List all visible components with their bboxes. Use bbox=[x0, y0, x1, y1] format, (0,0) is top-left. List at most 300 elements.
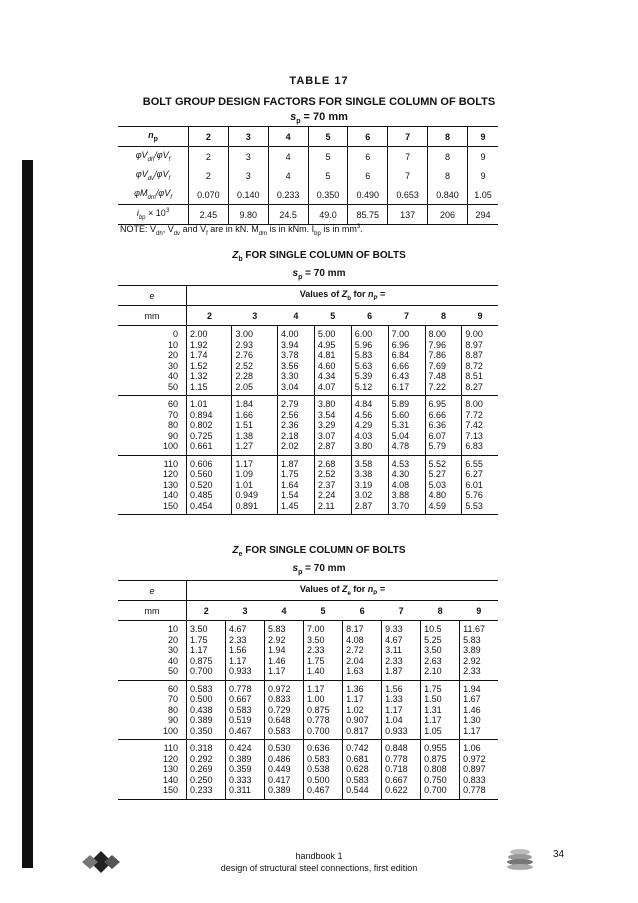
table-cell: 0.311 bbox=[229, 785, 251, 795]
table-cell: 3.19 bbox=[354, 479, 373, 490]
value-column bbox=[265, 740, 304, 800]
e-value: 90 bbox=[167, 430, 178, 441]
table-cell: 1.17 bbox=[385, 704, 403, 715]
table-cell: 2.63 bbox=[424, 655, 442, 666]
table-cell: 5.96 bbox=[354, 339, 373, 350]
table-cell: 6.00 bbox=[354, 329, 373, 339]
table-cell: 5.04 bbox=[391, 430, 410, 441]
cell: 8 bbox=[428, 166, 468, 185]
table-cell: 0.778 bbox=[229, 683, 252, 694]
table-row bbox=[118, 185, 498, 205]
value-column bbox=[382, 740, 421, 800]
cell: 6 bbox=[348, 147, 388, 167]
table-cell: 5.39 bbox=[354, 371, 373, 381]
table-cell: 0.530 bbox=[268, 743, 291, 753]
table-cell: 2.18 bbox=[280, 430, 299, 441]
e-value: 80 bbox=[167, 704, 178, 715]
value-column bbox=[187, 326, 232, 396]
table-cell: 0.438 bbox=[190, 704, 213, 715]
table-cell: 0.250 bbox=[190, 774, 213, 785]
table-cell: 0.778 bbox=[307, 715, 330, 725]
value-column bbox=[265, 621, 304, 681]
table-cell: 4.59 bbox=[428, 500, 447, 511]
table-cell: 5.25 bbox=[424, 634, 442, 645]
mm-header: mm bbox=[118, 601, 187, 621]
table-cell: 0.661 bbox=[190, 441, 213, 451]
table-cell: 0.718 bbox=[385, 764, 408, 774]
col-header: 8 bbox=[421, 601, 460, 621]
table-cell: 9.33 bbox=[385, 624, 403, 634]
value-column bbox=[187, 621, 226, 681]
value-column bbox=[232, 326, 277, 396]
table-cell: 5.60 bbox=[391, 409, 410, 420]
table-cell: 1.87 bbox=[280, 458, 299, 469]
value-column bbox=[343, 740, 382, 800]
table-cell: 1.40 bbox=[307, 666, 325, 676]
table-cell: 0.648 bbox=[268, 715, 291, 725]
table-cell: 3.00 bbox=[235, 329, 253, 339]
table-cell: 0.875 bbox=[190, 655, 213, 666]
cell: 0.350 bbox=[308, 185, 348, 205]
cell: 5 bbox=[308, 147, 348, 167]
table-cell: 6.95 bbox=[428, 399, 447, 409]
table-cell: 5.63 bbox=[354, 360, 373, 371]
table-cell: 1.45 bbox=[280, 500, 299, 511]
zb-table bbox=[118, 285, 498, 515]
cell: 8 bbox=[428, 147, 468, 167]
table-cell: 4.56 bbox=[354, 409, 373, 420]
table-cell: 1.02 bbox=[346, 704, 364, 715]
table-cell: 1.63 bbox=[346, 666, 364, 676]
table-cell: 5.83 bbox=[268, 624, 286, 634]
table-cell: 3.89 bbox=[463, 645, 481, 655]
np-header: $n_p$ bbox=[118, 127, 189, 147]
e-value: 100 bbox=[162, 441, 178, 451]
e-values bbox=[118, 740, 187, 800]
col-header: 8 bbox=[428, 127, 468, 147]
col-header: 9 bbox=[467, 127, 498, 147]
table-cell: 1.36 bbox=[346, 683, 364, 694]
table-cell: 1.17 bbox=[235, 458, 253, 469]
table-cell: 1.30 bbox=[463, 715, 481, 725]
table-cell: 0.350 bbox=[190, 725, 213, 736]
value-column bbox=[226, 680, 265, 740]
table-cell: 4.07 bbox=[317, 381, 336, 392]
table-cell: 0.636 bbox=[307, 743, 330, 753]
table-cell: 5.31 bbox=[391, 420, 410, 430]
value-column bbox=[304, 740, 343, 800]
table-cell: 3.38 bbox=[354, 469, 373, 479]
col-header: 4 bbox=[277, 306, 314, 326]
table-cell: 0.292 bbox=[190, 753, 213, 764]
table-cell: 3.94 bbox=[280, 339, 299, 350]
table-cell: 0.681 bbox=[346, 753, 369, 764]
table-cell: 1.74 bbox=[190, 350, 208, 360]
table-cell: 3.58 bbox=[354, 458, 373, 469]
table-cell: 1.94 bbox=[268, 645, 286, 655]
table-header-row bbox=[118, 601, 498, 621]
table-cell: 4.81 bbox=[317, 350, 336, 360]
cell: 9.80 bbox=[228, 205, 268, 225]
col-header: 7 bbox=[388, 127, 428, 147]
e-values bbox=[118, 326, 187, 396]
e-value: 50 bbox=[167, 381, 178, 392]
cell: 5 bbox=[308, 166, 348, 185]
cell: 2 bbox=[189, 166, 229, 185]
table-cell: 6.43 bbox=[391, 371, 410, 381]
table-cell: 1.46 bbox=[463, 704, 481, 715]
table-cell: 0.808 bbox=[424, 764, 447, 774]
e-header: e bbox=[118, 581, 187, 601]
table-cell: 2.68 bbox=[317, 458, 336, 469]
table-cell: 3.29 bbox=[317, 420, 336, 430]
col-header: 4 bbox=[268, 127, 308, 147]
table-cell: 5.00 bbox=[317, 329, 336, 339]
table-cell: 10.5 bbox=[424, 624, 442, 634]
value-column bbox=[265, 680, 304, 740]
table-cell: 0.742 bbox=[346, 743, 369, 753]
table-17 bbox=[118, 126, 498, 225]
page-number: 34 bbox=[553, 849, 565, 860]
table-cell: 7.00 bbox=[391, 329, 410, 339]
table-cell: 8.17 bbox=[346, 624, 364, 634]
table-cell: 0.417 bbox=[268, 774, 291, 785]
table-cell: 2.28 bbox=[235, 371, 253, 381]
table-cell: 0.583 bbox=[268, 725, 291, 736]
table-cell: 8.72 bbox=[465, 360, 483, 371]
col-header: 6 bbox=[348, 127, 388, 147]
table-cell: 1.01 bbox=[235, 479, 253, 490]
table-cell: 4.67 bbox=[229, 624, 247, 634]
table-cell: 0.750 bbox=[424, 774, 447, 785]
col-header: 6 bbox=[351, 306, 388, 326]
table-cell: 4.53 bbox=[391, 458, 410, 469]
table-cell: 8.00 bbox=[465, 399, 483, 409]
table-cell: 1.00 bbox=[307, 694, 325, 704]
value-column bbox=[460, 680, 498, 740]
table-cell: 6.66 bbox=[391, 360, 410, 371]
table-cell: 1.51 bbox=[235, 420, 253, 430]
table-cell: 1.17 bbox=[229, 655, 247, 666]
table-cell: 2.10 bbox=[424, 666, 442, 676]
table-cell: 4.34 bbox=[317, 371, 336, 381]
table-cell: 2.72 bbox=[346, 645, 364, 655]
cell: 0.653 bbox=[388, 185, 428, 205]
table-cell: 1.06 bbox=[463, 743, 481, 753]
table-row bbox=[118, 205, 498, 225]
table-cell: 11.67 bbox=[463, 624, 485, 634]
table-cell: 1.17 bbox=[190, 645, 208, 655]
e-value: 0 bbox=[172, 329, 178, 339]
col-header: 3 bbox=[228, 127, 268, 147]
e-value: 100 bbox=[162, 725, 178, 736]
table-cell: 1.75 bbox=[190, 634, 208, 645]
table-cell: 2.33 bbox=[229, 634, 247, 645]
value-column bbox=[382, 621, 421, 681]
e-value: 60 bbox=[167, 399, 178, 409]
table-cell: 1.01 bbox=[190, 399, 208, 409]
table-cell: 0.269 bbox=[190, 764, 213, 774]
table-cell: 0.802 bbox=[190, 420, 213, 430]
e-value: 150 bbox=[162, 500, 178, 511]
table-cell: 0.424 bbox=[229, 743, 252, 753]
value-column bbox=[388, 396, 425, 456]
table-cell: 3.11 bbox=[385, 645, 402, 655]
cell: 294 bbox=[467, 205, 498, 225]
table-cell: 4.03 bbox=[354, 430, 373, 441]
e-value: 40 bbox=[167, 655, 178, 666]
table-cell: 4.08 bbox=[346, 634, 364, 645]
value-column bbox=[277, 326, 314, 396]
value-column bbox=[462, 396, 498, 456]
table-cell: 3.04 bbox=[280, 381, 299, 392]
table-cell: 0.833 bbox=[268, 694, 291, 704]
table-cell: 4.30 bbox=[391, 469, 410, 479]
cell: 49.0 bbox=[308, 205, 348, 225]
value-column bbox=[351, 396, 388, 456]
value-column bbox=[232, 396, 277, 456]
table-cell: 0.933 bbox=[229, 666, 252, 676]
value-column bbox=[187, 680, 226, 740]
table-17-header-row bbox=[118, 127, 498, 147]
value-column bbox=[187, 740, 226, 800]
table-cell: 1.46 bbox=[268, 655, 286, 666]
table-row-group bbox=[118, 326, 498, 396]
zb-title: $Z_b$ FOR SINGLE COLUMN OF BOLTS bbox=[232, 250, 406, 263]
table-cell: 0.894 bbox=[190, 409, 213, 420]
table-cell: 2.87 bbox=[317, 441, 336, 451]
table-cell: 1.33 bbox=[385, 694, 403, 704]
table-cell: 4.08 bbox=[391, 479, 410, 490]
table-cell: 1.09 bbox=[235, 469, 253, 479]
table-cell: 2.52 bbox=[235, 360, 253, 371]
footer-line-2: design of structural steel connections, first edition bbox=[220, 863, 418, 873]
table-cell: 2.05 bbox=[235, 381, 253, 392]
table-cell: 0.725 bbox=[190, 430, 213, 441]
table-cell: 1.27 bbox=[235, 441, 253, 451]
cell: 85.75 bbox=[348, 205, 388, 225]
table-cell: 5.89 bbox=[391, 399, 410, 409]
table-cell: 2.33 bbox=[385, 655, 403, 666]
value-column bbox=[351, 455, 388, 515]
e-values bbox=[118, 621, 187, 681]
table-cell: 0.583 bbox=[346, 774, 369, 785]
table-cell: 7.48 bbox=[428, 371, 447, 381]
table-cell: 1.75 bbox=[280, 469, 299, 479]
e-value: 70 bbox=[167, 409, 178, 420]
row-label: $\varphi V_{dv}/\varphi V_f$ bbox=[135, 169, 171, 182]
value-column bbox=[460, 621, 498, 681]
cell: 9 bbox=[467, 166, 498, 185]
page-edge-bar bbox=[22, 160, 33, 868]
ze-table bbox=[118, 580, 498, 800]
table-cell: 1.54 bbox=[280, 490, 299, 500]
table-cell: 6.01 bbox=[465, 479, 483, 490]
e-value: 110 bbox=[163, 458, 178, 469]
table-cell: 0.897 bbox=[463, 764, 486, 774]
table-cell: 1.92 bbox=[190, 339, 208, 350]
cell: 0.140 bbox=[228, 185, 268, 205]
table-cell: 0.833 bbox=[463, 774, 486, 785]
table-cell: 5.53 bbox=[465, 500, 483, 511]
e-values bbox=[118, 455, 187, 515]
row-label: $i_{bp} \times 10^3$ bbox=[118, 205, 189, 225]
table-cell: 6.83 bbox=[465, 441, 483, 451]
table-cell: 2.37 bbox=[317, 479, 336, 490]
col-header: 9 bbox=[460, 601, 498, 621]
table-cell: 0.848 bbox=[385, 743, 408, 753]
col-header: 9 bbox=[462, 306, 498, 326]
col-header: 4 bbox=[265, 601, 304, 621]
row-label: $\varphi V_{dh}/\varphi V_f$ bbox=[135, 150, 171, 163]
table-cell: 2.33 bbox=[463, 666, 481, 676]
e-value: 140 bbox=[162, 490, 178, 500]
table-cell: 0.891 bbox=[235, 500, 258, 511]
table-17-note: NOTE: $V_{dh}$, $V_{dv}$ and $V_f$ are in kN. $M_{dm}$ is in kNm. $I_{bp}$ is in $mm^3$. bbox=[120, 224, 363, 237]
table-cell: 1.17 bbox=[424, 715, 442, 725]
zb-spacing: $s_p = 70$ mm bbox=[292, 268, 346, 281]
table-cell: 0.875 bbox=[424, 753, 447, 764]
table-cell: 7.42 bbox=[465, 420, 483, 430]
table-cell: 3.54 bbox=[317, 409, 336, 420]
table-17-subtitle: BOLT GROUP DESIGN FACTORS FOR SINGLE COLUMN OF BOLTS bbox=[142, 96, 496, 108]
table-cell: 9.00 bbox=[465, 329, 483, 339]
table-cell: 0.606 bbox=[190, 458, 213, 469]
value-column bbox=[314, 326, 351, 396]
value-column bbox=[462, 455, 498, 515]
table-cell: 1.38 bbox=[235, 430, 253, 441]
table-cell: 0.486 bbox=[268, 753, 291, 764]
ze-title: $Z_e$ FOR SINGLE COLUMN OF BOLTS bbox=[232, 545, 406, 558]
table-cell: 0.667 bbox=[385, 774, 408, 785]
col-header: 6 bbox=[343, 601, 382, 621]
value-column bbox=[304, 621, 343, 681]
e-header: e bbox=[118, 286, 187, 306]
cell: 24.5 bbox=[268, 205, 308, 225]
table-cell: 6.17 bbox=[391, 381, 410, 392]
table-cell: 1.15 bbox=[190, 381, 208, 392]
value-column bbox=[462, 326, 498, 396]
cell: 206 bbox=[428, 205, 468, 225]
table-cell: 5.83 bbox=[463, 634, 481, 645]
table-cell: 0.389 bbox=[268, 785, 291, 795]
value-column bbox=[226, 621, 265, 681]
table-cell: 2.04 bbox=[346, 655, 364, 666]
table-cell: 8.27 bbox=[465, 381, 483, 392]
table-cell: 0.583 bbox=[229, 704, 252, 715]
table-cell: 2.92 bbox=[268, 634, 286, 645]
table-cell: 2.11 bbox=[317, 500, 335, 511]
table-cell: 4.78 bbox=[391, 441, 410, 451]
table-cell: 1.94 bbox=[463, 683, 481, 694]
table-cell: 0.972 bbox=[463, 753, 486, 764]
table-cell: 0.729 bbox=[268, 704, 291, 715]
table-cell: 3.80 bbox=[317, 399, 336, 409]
table-cell: 4.67 bbox=[385, 634, 403, 645]
value-column bbox=[388, 455, 425, 515]
table-cell: 3.80 bbox=[354, 441, 373, 451]
table-cell: 1.31 bbox=[424, 704, 442, 715]
table-cell: 5.27 bbox=[428, 469, 447, 479]
table-cell: 7.96 bbox=[428, 339, 447, 350]
table-cell: 8.97 bbox=[465, 339, 483, 350]
table-cell: 0.520 bbox=[190, 479, 213, 490]
col-header: 5 bbox=[314, 306, 351, 326]
table-cell: 0.500 bbox=[307, 774, 330, 785]
footer-line-1: handbook 1 bbox=[295, 851, 343, 861]
table-cell: 6.27 bbox=[465, 469, 483, 479]
table-cell: 4.29 bbox=[354, 420, 373, 430]
table-cell: 0.778 bbox=[385, 753, 408, 764]
table-cell: 1.17 bbox=[268, 666, 286, 676]
table-cell: 0.333 bbox=[229, 774, 252, 785]
table-cell: 1.84 bbox=[235, 399, 253, 409]
table-17-title: TABLE 17 bbox=[289, 75, 349, 87]
table-cell: 1.04 bbox=[385, 715, 403, 725]
value-column bbox=[460, 740, 498, 800]
value-column bbox=[425, 455, 462, 515]
value-column bbox=[388, 326, 425, 396]
value-column bbox=[304, 680, 343, 740]
table-row-group bbox=[118, 455, 498, 515]
cell: 3 bbox=[228, 147, 268, 167]
value-column bbox=[343, 621, 382, 681]
table-cell: 0.389 bbox=[229, 753, 252, 764]
e-value: 10 bbox=[167, 339, 178, 350]
table-cell: 4.80 bbox=[428, 490, 447, 500]
table-cell: 3.50 bbox=[307, 634, 325, 645]
e-value: 60 bbox=[167, 683, 178, 694]
table-row bbox=[118, 166, 498, 185]
cell: 0.840 bbox=[428, 185, 468, 205]
table-cell: 0.359 bbox=[229, 764, 252, 774]
e-value: 90 bbox=[167, 715, 178, 725]
table-cell: 0.907 bbox=[346, 715, 369, 725]
table-cell: 1.75 bbox=[424, 683, 442, 694]
value-column bbox=[421, 680, 460, 740]
cell: 0.490 bbox=[348, 185, 388, 205]
table-cell: 2.02 bbox=[280, 441, 299, 451]
table-cell: 3.56 bbox=[280, 360, 299, 371]
table-cell: 2.56 bbox=[280, 409, 299, 420]
table-cell: 0.485 bbox=[190, 490, 213, 500]
cell: 4 bbox=[268, 166, 308, 185]
e-values bbox=[118, 396, 187, 456]
e-value: 30 bbox=[167, 645, 178, 655]
table-cell: 3.50 bbox=[190, 624, 208, 634]
table-cell: 0.318 bbox=[190, 743, 213, 753]
table-cell: 1.67 bbox=[463, 694, 481, 704]
e-value: 20 bbox=[167, 634, 178, 645]
table-cell: 2.00 bbox=[190, 329, 208, 339]
table-cell: 0.700 bbox=[424, 785, 447, 795]
table-cell: 4.84 bbox=[354, 399, 373, 409]
cell: 4 bbox=[268, 147, 308, 167]
table-cell: 5.52 bbox=[428, 458, 447, 469]
col-header: 5 bbox=[308, 127, 348, 147]
table-cell: 1.17 bbox=[463, 725, 481, 736]
table-cell: 1.66 bbox=[235, 409, 253, 420]
value-column bbox=[277, 455, 314, 515]
e-value: 70 bbox=[167, 694, 178, 704]
value-column bbox=[187, 455, 232, 515]
table-cell: 8.00 bbox=[428, 329, 447, 339]
table-cell: 0.700 bbox=[190, 666, 213, 676]
table-cell: 0.628 bbox=[346, 764, 369, 774]
table-cell: 2.52 bbox=[317, 469, 336, 479]
value-column bbox=[351, 326, 388, 396]
cell: 7 bbox=[388, 166, 428, 185]
